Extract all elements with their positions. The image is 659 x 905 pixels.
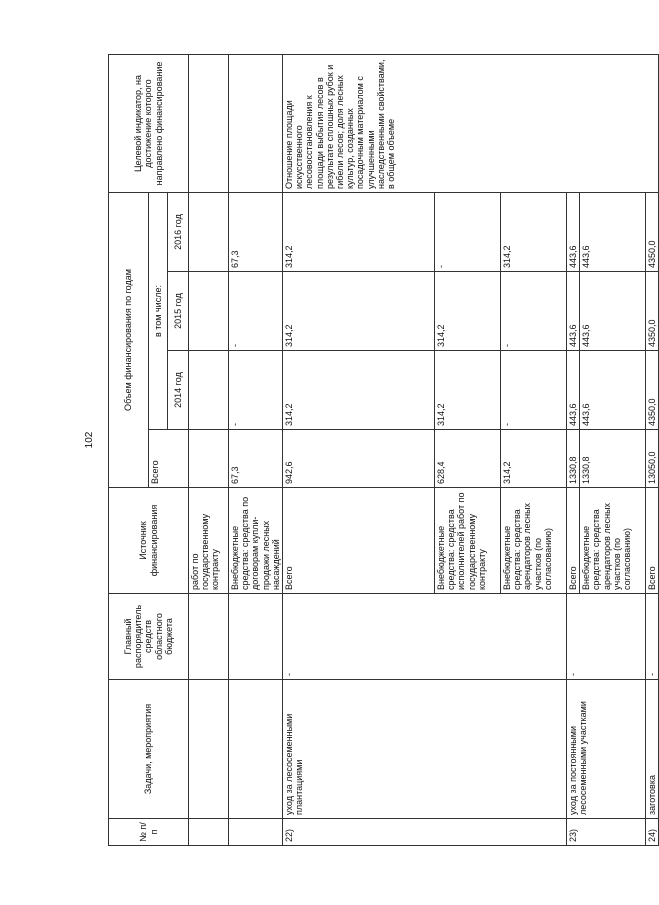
cell-task	[189, 680, 229, 819]
cell-num: 24)	[646, 819, 659, 846]
header-total: Всего	[149, 430, 189, 488]
cell-indicator	[229, 55, 283, 193]
cell-task: заготовка	[646, 680, 659, 819]
cell-2014	[189, 351, 229, 430]
cell-2014: 314,2	[435, 351, 501, 430]
table-row	[229, 55, 283, 846]
cell-2015: 314,2	[435, 272, 501, 351]
cell-total: 1330,8	[567, 430, 580, 488]
cell-total: 314,2	[501, 430, 567, 488]
table-row	[283, 55, 435, 846]
cell-num	[189, 819, 229, 846]
cell-total: 628,4	[435, 430, 501, 488]
cell-2015: 314,2	[283, 272, 435, 351]
cell-source: работ по государственному контракту	[189, 488, 229, 594]
cell-2015: 443,6	[580, 272, 646, 351]
cell-2015: 4350,0	[646, 272, 659, 351]
cell-distributor: -	[283, 594, 567, 680]
header-2014: 2014 год	[168, 351, 189, 430]
cell-num	[229, 819, 283, 846]
cell-source: Всего	[567, 488, 580, 594]
table-row	[189, 55, 229, 846]
header-2015: 2015 год	[168, 272, 189, 351]
cell-2014: 4350,0	[646, 351, 659, 430]
cell-2016: 4350,0	[646, 193, 659, 272]
cell-num: 23)	[567, 819, 646, 846]
cell-2014: -	[501, 351, 567, 430]
cell-2015: 443,6	[567, 272, 580, 351]
cell-distributor	[189, 594, 229, 680]
cell-2016: -	[435, 193, 501, 272]
cell-2014: -	[229, 351, 283, 430]
header-distributor: Главный распорядитель средств областного бюджета	[109, 594, 189, 680]
cell-source: Всего	[646, 488, 659, 594]
cell-total: 13050,0	[646, 430, 659, 488]
header-2016: 2016 год	[168, 193, 189, 272]
header-volume: Объем финансирования по годам	[109, 193, 149, 488]
cell-total: 1330,8	[580, 430, 646, 488]
cell-indicator	[189, 55, 229, 193]
cell-source: Внебюджетные средства: средства арендаторов лесных участков (по согласованию)	[580, 488, 646, 594]
header-including: в том числе:	[149, 193, 168, 430]
cell-2014: 443,6	[567, 351, 580, 430]
cell-total: 942,6	[283, 430, 435, 488]
header-task: Задачи, мероприятия	[109, 680, 189, 819]
cell-indicator: Отношение площади искусственного лесовосстановления к площади выбытия лесов в результате сплошных рубок и гибели лесов; доля лесных культур, созданных посадочным материалом с улучшенными наследственными свойствами, в общем объеме	[283, 55, 659, 193]
cell-source: Всего	[283, 488, 435, 594]
cell-2016: 314,2	[283, 193, 435, 272]
cell-2016: 443,6	[580, 193, 646, 272]
cell-2015: -	[229, 272, 283, 351]
rotated-table-container	[108, 55, 658, 846]
cell-distributor: -	[567, 594, 646, 680]
cell-2016: 314,2	[501, 193, 567, 272]
cell-2015	[189, 272, 229, 351]
header-source: Источник финансирования	[109, 488, 189, 594]
cell-total	[189, 430, 229, 488]
cell-task: уход за лесосеменными плантациями	[283, 680, 567, 819]
cell-2016: 67,3	[229, 193, 283, 272]
cell-2016: 443,6	[567, 193, 580, 272]
cell-source: Внебюджетные средства: средства арендаторов лесных участков (по согласованию)	[501, 488, 567, 594]
header-indicator: Целевой индикатор, на достижение которого направлено финансирование	[109, 55, 189, 193]
cell-total: 67,3	[229, 430, 283, 488]
header-num: № п/п	[109, 819, 189, 846]
cell-2015: -	[501, 272, 567, 351]
cell-2016	[189, 193, 229, 272]
cell-task: уход за постоянными лесосеменными участками	[567, 680, 646, 819]
financing-table	[108, 54, 659, 846]
cell-distributor	[229, 594, 283, 680]
page-number: 102	[84, 431, 95, 449]
rotated-table	[108, 55, 658, 846]
cell-2014: 443,6	[580, 351, 646, 430]
cell-num: 22)	[283, 819, 567, 846]
cell-2014: 314,2	[283, 351, 435, 430]
cell-task	[229, 680, 283, 819]
cell-distributor: -	[646, 594, 659, 680]
cell-source: Внебюджетные средства: средства исполнителей работ по государственному контракту	[435, 488, 501, 594]
cell-source: Внебюджетные средства: средства по договорам купли-продажи лесных насаждений	[229, 488, 283, 594]
